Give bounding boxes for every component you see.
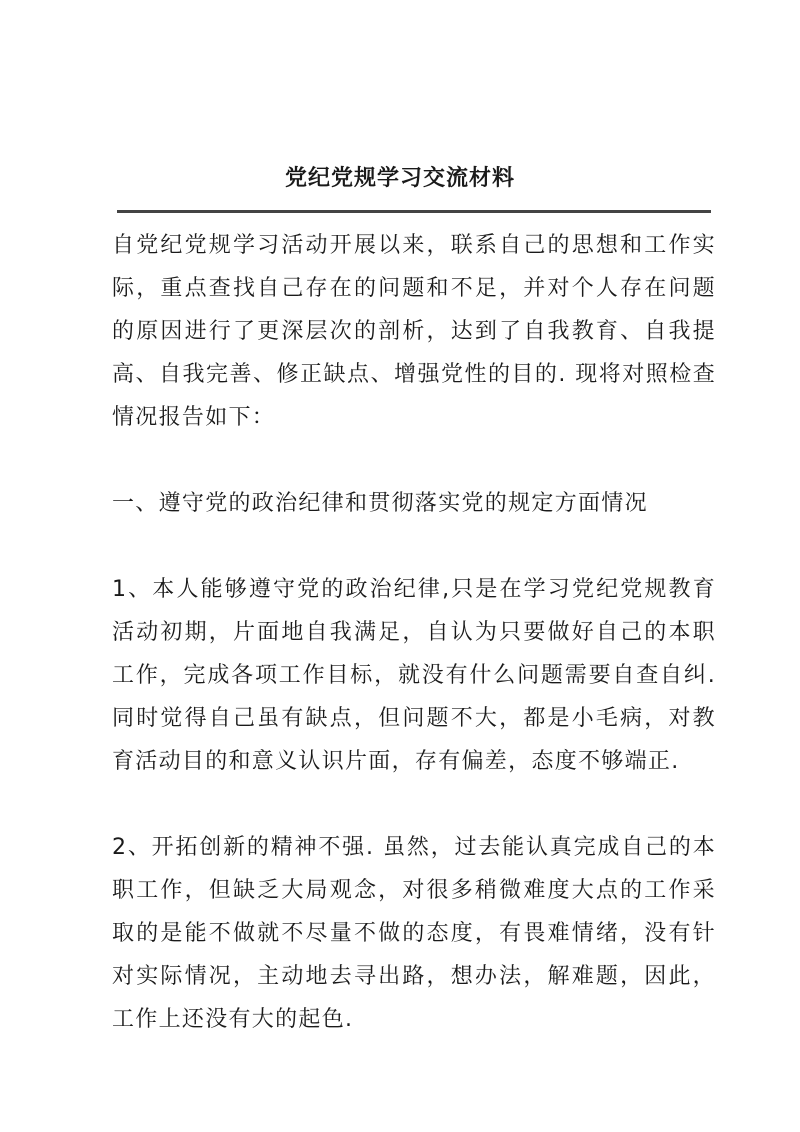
section-heading: 一、遵守党的政治纪律和贯彻落实党的规定方面情况 [112, 491, 648, 516]
document-title: 党纪党规学习交流材料 [284, 165, 515, 191]
intro-paragraph: 自党纪党规学习活动开展以来，联系自己的思想和工作实际，重点查找自己存在的问题和不足，并对个人存在问题的原因进行了更深层次的剖析，达到了自我教育、自我提高、自我完善、修正缺点、增强党性的目的. 现将对照检查情况报告如下： [112, 233, 716, 430]
title-divider [117, 210, 711, 213]
document-body [112, 224, 716, 1041]
paragraph-spacer [112, 439, 716, 482]
paragraph-spacer [112, 783, 716, 826]
point-1-paragraph: 1、本人能够遵守党的政治纪律,只是在学习党纪党规教育活动初期，片面地自我满足，自认为只要做好自己的本职工作，完成各项工作目标，就没有什么问题需要自查自纠. 同时觉得自己虽有缺点，但问题不大，都是小毛病，对教育活动目的和意义认识片面，存有偏差，态度不够端正. [112, 577, 716, 774]
point-2-paragraph: 2、开拓创新的精神不强. 虽然，过去能认真完成自己的本职工作，但缺乏大局观念，对很多稍微难度大点的工作采取的是能不做就不尽量不做的态度，有畏难情绪，没有针对实际情况，主动地去寻出路，想办法，解难题，因此，工作上还没有大的起色. [112, 835, 716, 1032]
paragraph-spacer [112, 525, 716, 568]
